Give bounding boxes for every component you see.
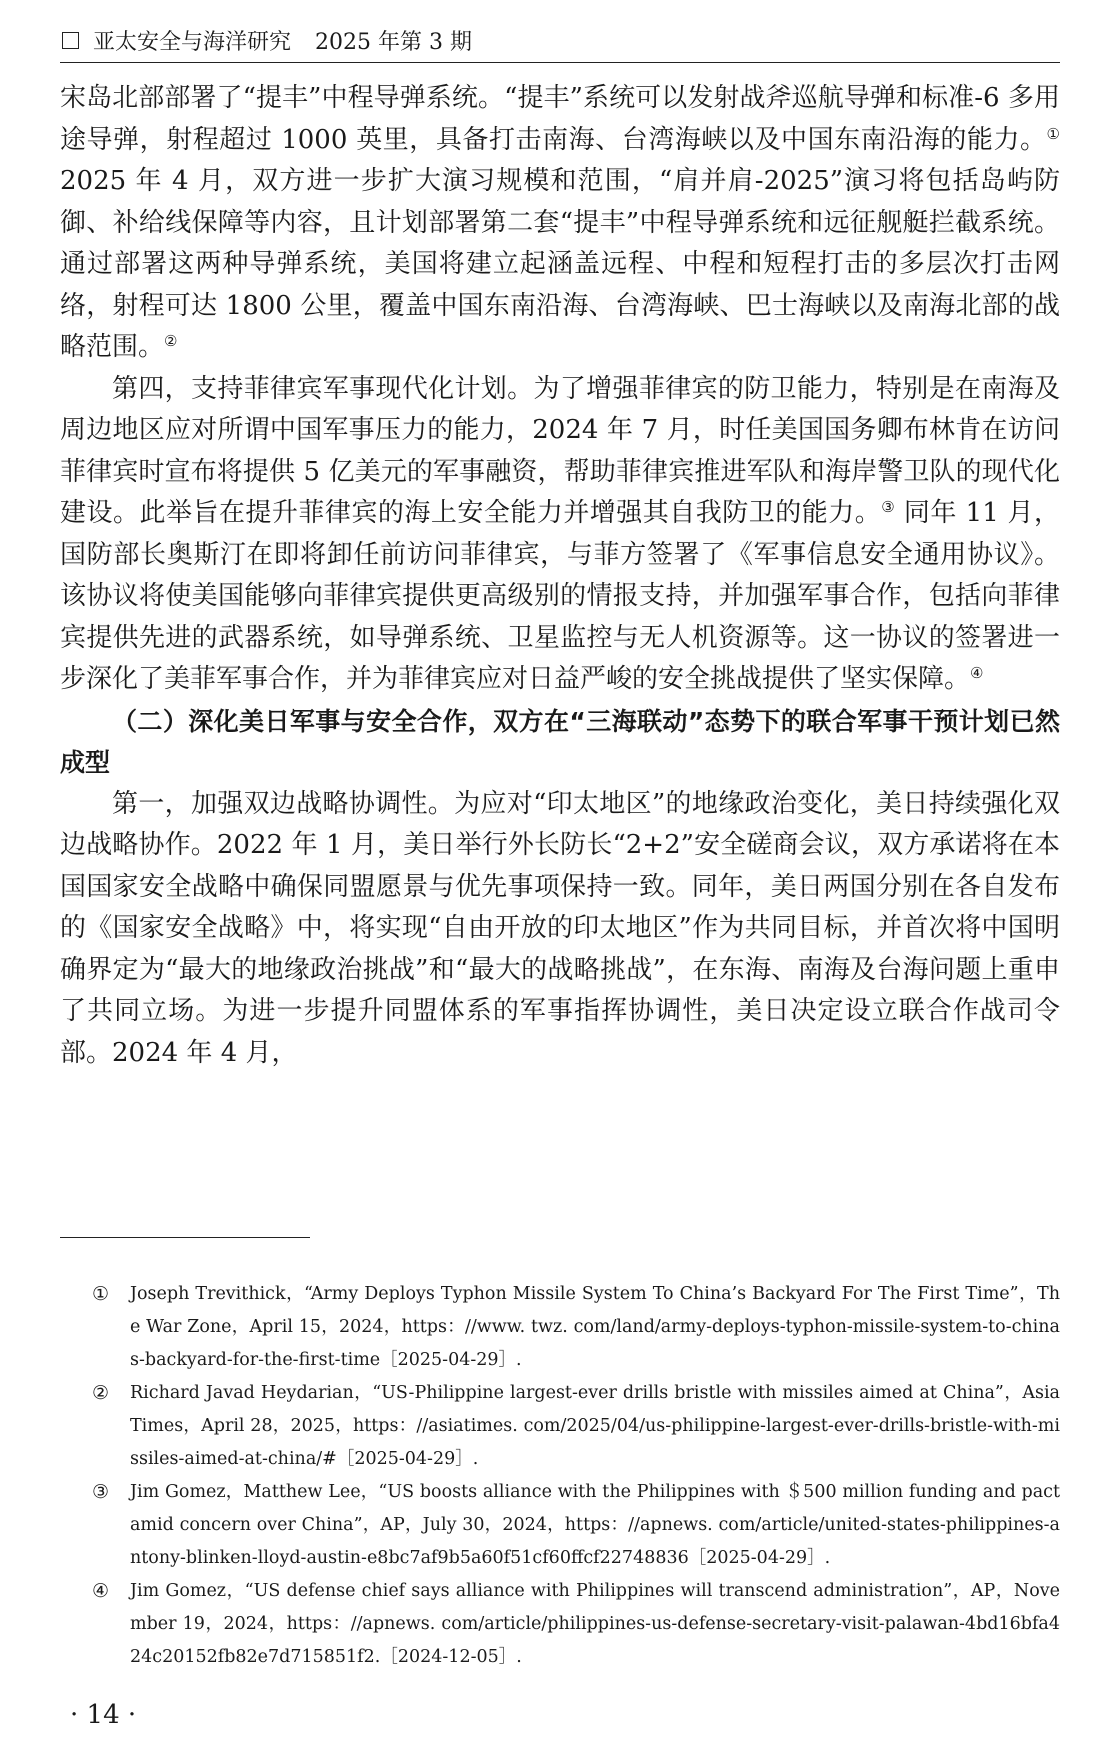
section-heading: （二）深化美日军事与安全合作，双方在“三海联动”态势下的联合军事干预计划已然成型 xyxy=(60,706,1060,777)
footnote-text: Richard Javad Heydarian，“US-Philippine largest-ever drills bristle with missiles aimed at China”，Asia Times，April 28，2025，https：//asiatimes. com/2025/04/us-philippine-largest-ever-drills-bristle-with-missiles-aimed-at-china/#［2025-04-29］. xyxy=(130,1383,1060,1469)
paragraph: 宋岛北部部署了“提丰”中程导弹系统。“提丰”系统可以发射战斧巡航导弹和标准-6 多用途导弹，射程超过 1000 英里，具备打击南海、台湾海峡以及中国东南沿海的能力。① 2025 年 4 月，双方进一步扩大演习规模和范围，“肩并肩-2025”演习将包括岛屿防御、补给线保障等内容，且计划部署第二套“提丰”中程导弹系统和远征舰艇拦截系统。通过部署这两种导弹系统，美国将建立起涵盖远程、中程和短程打击的多层次打击网络，射程可达 1800 公里，覆盖中国东南沿海、台湾海峡、巴士海峡以及南海北部的战略范围。② xyxy=(60,83,1060,362)
footnote-text: Jim Gomez，“US defense chief says alliance with Philippines will transcend administration”，AP，November 19，2024，https：//apnews. com/article/philippines-us-defense-secretary-visit-palawan-4bd16bfa424c20152fb82e7d715851f2.［2024-12-05］. xyxy=(130,1581,1060,1667)
running-header xyxy=(60,18,1060,63)
footnote-number: ③ xyxy=(92,1481,110,1503)
footnote-text: Joseph Trevithick，“Army Deploys Typhon Missile System To China’s Backyard For The First Time”，The War Zone，April 15，2024，https：//www. twz. com/land/army-deploys-typhon-missile-system-to-chinas-backyard-for-the-first-time［2025-04-29］. xyxy=(130,1284,1060,1370)
page-number: · 14 · xyxy=(70,1700,137,1730)
footnote-item xyxy=(92,1575,1060,1674)
footnote-ref[interactable]: ② xyxy=(164,332,178,350)
paragraph: 第一，加强双边战略协调性。为应对“印太地区”的地缘政治变化，美日持续强化双边战略协作。2022 年 1 月，美日举行外长防长“2+2”安全磋商会议，双方承诺将在本国国家安全战略中确保同盟愿景与优先事项保持一致。同年，美日两国分别在各自发布的《国家安全战略》中，将实现“自由开放的印太地区”作为共同目标，并首次将中国明确界定为“最大的地缘政治挑战”和“最大的战略挑战”，在东海、南海及台海问题上重申了共同立场。为进一步提升同盟体系的军事指挥协调性，美日决定设立联合作战司令部。2024 年 4 月， xyxy=(60,788,1060,1068)
issue-label: 2025 年第 3 期 xyxy=(315,29,472,55)
footnote-ref[interactable]: ① xyxy=(1046,124,1060,143)
footnote-number: ④ xyxy=(92,1580,110,1602)
footnote-ref[interactable]: ③ xyxy=(881,498,896,516)
journal-title: 亚太安全与海洋研究 xyxy=(93,29,292,55)
footnote-item xyxy=(92,1377,1060,1476)
footnote-divider xyxy=(60,1237,310,1238)
footnote-ref[interactable]: ④ xyxy=(970,664,984,682)
header-square-icon xyxy=(62,32,79,49)
footnote-item xyxy=(92,1476,1060,1575)
footnote-number: ② xyxy=(92,1382,110,1404)
footnotes xyxy=(92,1278,1060,1674)
footnote-text: Jim Gomez，Matthew Lee，“US boosts alliance with the Philippines with ＄500 million funding and pact amid concern over China”，AP，July 30，2024，https：//apnews. com/article/united-states-philippines-antony-blinken-lloyd-austin-e8bc7af9b5a60f51cf60ffcf22748836［2025-04-29］. xyxy=(130,1482,1060,1568)
footnote-item xyxy=(92,1278,1060,1377)
paragraph: 第四，支持菲律宾军事现代化计划。为了增强菲律宾的防卫能力，特别是在南海及周边地区应对所谓中国军事压力的能力，2024 年 7 月，时任美国国务卿布林肯在访问菲律宾时宣布将提供 5 亿美元的军事融资，帮助菲律宾推进军队和海岸警卫队的现代化建设。此举旨在提升菲律宾的海上安全能力并增强其自我防卫的能力。③ 同年 11 月，国防部长奥斯汀在即将卸任前访问菲律宾，与菲方签署了《军事信息安全通用协议》。该协议将使美国能够向菲律宾提供更高级别的情报支持，并加强军事合作，包括向菲律宾提供先进的武器系统，如导弹系统、卫星监控与无人机资源等。这一协议的签署进一步深化了美菲军事合作，并为菲律宾应对日益严峻的安全挑战提供了坚实保障。④ xyxy=(60,373,1060,694)
body-text xyxy=(60,78,1060,1074)
footnote-number: ① xyxy=(92,1283,110,1305)
